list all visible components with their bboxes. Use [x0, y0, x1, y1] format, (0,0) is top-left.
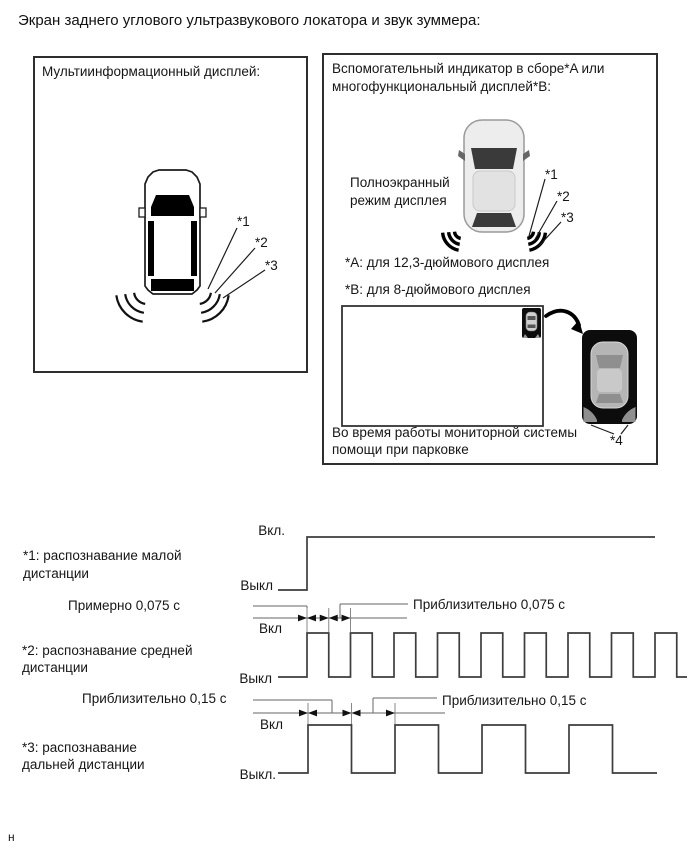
- timing-row1-label-line1: *1: распознавание малой: [23, 548, 182, 563]
- windshield: [151, 195, 194, 216]
- timing-row1-off-label: Выкл: [240, 578, 273, 593]
- callout-3: *3: [561, 210, 574, 225]
- timing-row2-approx-left: Примерно 0,075 с: [68, 598, 181, 613]
- timing-row2-on-label: Вкл: [259, 621, 282, 636]
- roof: [597, 369, 622, 392]
- car-icon: [139, 170, 206, 294]
- windshield: [471, 148, 517, 169]
- timing-row3-approx-right: Приблизительно 0,15 с: [442, 693, 587, 708]
- monitor-caption-line1: Во время работы мониторной системы: [332, 425, 578, 440]
- left-box-heading: Мультиинформационный дисплей:: [42, 64, 261, 79]
- callout-1: *1: [237, 214, 250, 229]
- right-sill: [191, 221, 197, 276]
- timing-row3-approx-left: Приблизительно 0,15 с: [82, 691, 227, 706]
- callout-2: *2: [255, 235, 268, 250]
- mini-indicator-thumbnail: [522, 308, 541, 338]
- note-a: *A: для 12,3-дюймового дисплея: [345, 255, 550, 270]
- page-title: Экран заднего углового ультразвукового локатора и звук зуммера:: [18, 12, 481, 29]
- roof: [473, 171, 515, 211]
- callout-2: *2: [557, 189, 570, 204]
- waveform-long-distance: [278, 725, 657, 773]
- multi-information-display-box: [33, 56, 308, 373]
- left-mirror: [139, 208, 145, 217]
- left-sill: [148, 221, 154, 276]
- parking-assist-indicator-panel: [582, 330, 637, 424]
- rear-window: [472, 213, 516, 227]
- monitor-caption-line2: помощи при парковке: [332, 442, 469, 457]
- callout-3: *3: [265, 258, 278, 273]
- timing-row2-label-line1: *2: распознавание средней: [22, 643, 193, 658]
- note-b: *B: для 8-дюймового дисплея: [345, 282, 531, 297]
- timing-row1-on-label: Вкл.: [258, 523, 285, 538]
- waveform-medium-distance: [278, 633, 687, 677]
- timing-row1-label-line2: дистанции: [23, 566, 89, 581]
- monitor-screen: [342, 306, 543, 426]
- callout-4: *4: [610, 433, 623, 448]
- fullscreen-label-line1: Полноэкранный: [350, 175, 450, 190]
- callout-1: *1: [545, 167, 558, 182]
- right-mirror: [200, 208, 206, 217]
- zoom-arrow-icon: [546, 311, 583, 334]
- timing-row3-off-label: Выкл.: [239, 767, 276, 782]
- timing-row2-approx-right: Приблизительно 0,075 с: [413, 597, 566, 612]
- windshield: [596, 355, 623, 368]
- timing-row2-label-line2: дистанции: [22, 660, 88, 675]
- timing-row3-on-label: Вкл: [260, 717, 283, 732]
- right-box-heading-line1: Вспомогательный индикатор в сборе*A или: [332, 61, 605, 76]
- footer-note: н: [8, 830, 15, 844]
- timing-row3-label-line2: дальней дистанции: [22, 757, 145, 772]
- timing-row2-off-label: Выкл: [239, 671, 272, 686]
- car-icon: [458, 120, 530, 232]
- pixel-car-top-view-graphic: [35, 58, 306, 371]
- waveform-short-distance: [278, 537, 655, 590]
- sonar-arcs-icon: [116, 293, 228, 322]
- rear-window: [596, 394, 623, 403]
- rear-window: [151, 279, 194, 291]
- timing-row3-label-line1: *3: распознавание: [22, 740, 137, 755]
- auxiliary-indicator-box: [322, 53, 658, 465]
- right-box-heading-line2: многофункциональный дисплей*B:: [332, 79, 551, 94]
- fullscreen-label-line2: режим дисплея: [350, 193, 447, 208]
